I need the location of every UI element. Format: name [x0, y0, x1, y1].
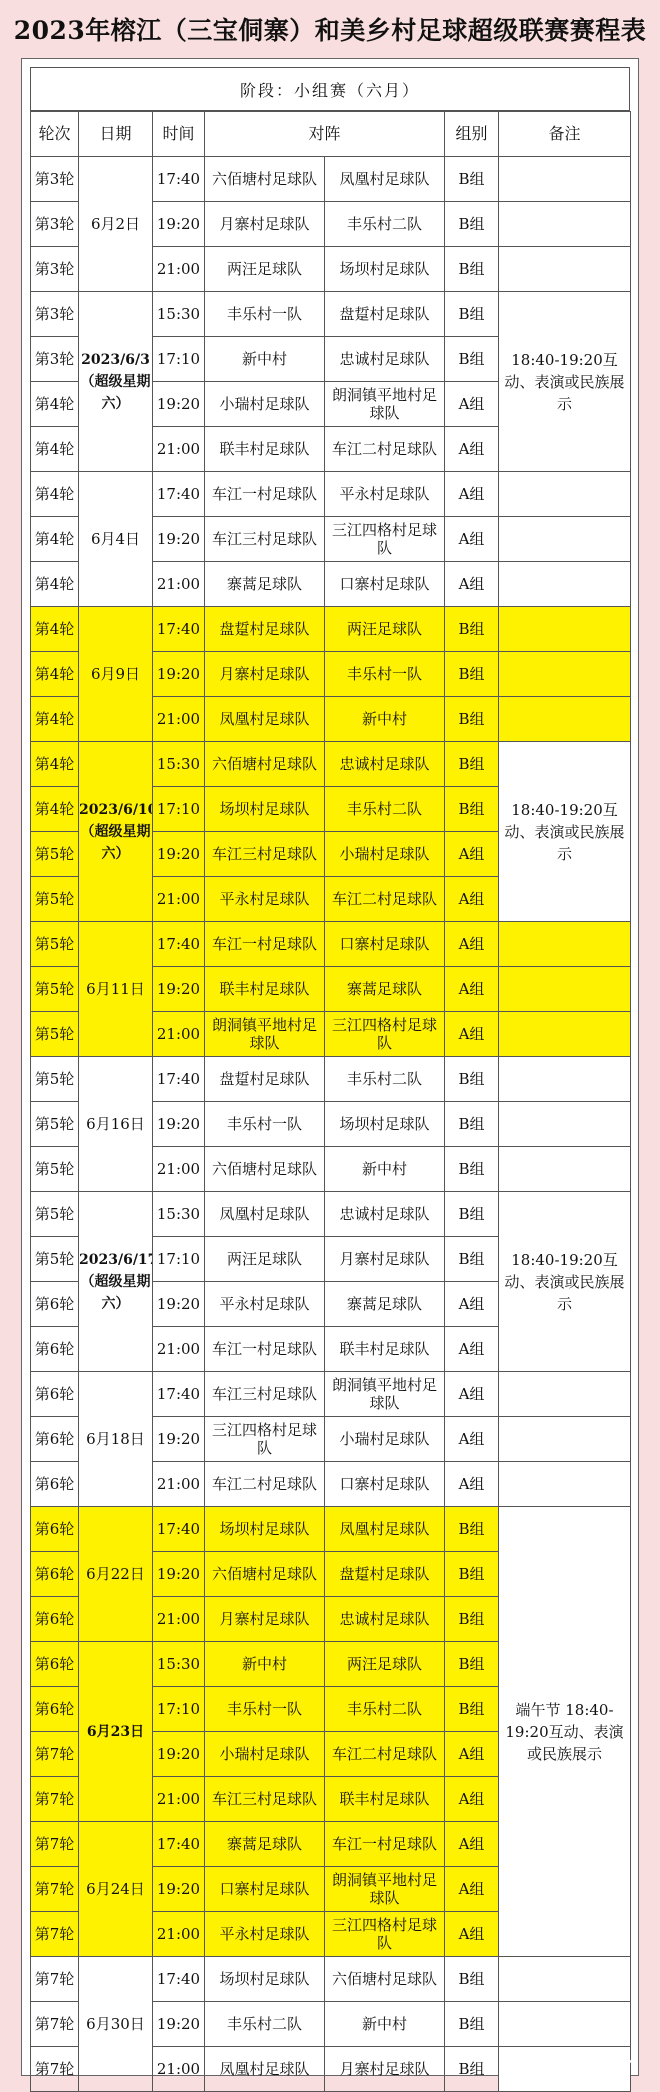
notes-cell-empty — [499, 922, 631, 967]
group-cell: A组 — [445, 427, 499, 472]
round-cell: 第4轮 — [31, 787, 79, 832]
home-team-cell: 联丰村足球队 — [205, 967, 325, 1012]
group-cell: A组 — [445, 1012, 499, 1057]
away-team-cell: 盘踅村足球队 — [325, 292, 445, 337]
header-group: 组别 — [445, 112, 499, 157]
home-team-cell: 月寨村足球队 — [205, 202, 325, 247]
away-team-cell: 丰乐村二队 — [325, 1687, 445, 1732]
group-cell: B组 — [445, 607, 499, 652]
away-team-cell: 车江一村足球队 — [325, 1822, 445, 1867]
away-team-cell: 月寨村足球队 — [325, 2047, 445, 2092]
group-cell: B组 — [445, 292, 499, 337]
round-cell: 第6轮 — [31, 1372, 79, 1417]
away-team-cell: 忠诚村足球队 — [325, 1597, 445, 1642]
group-cell: B组 — [445, 1237, 499, 1282]
group-cell: A组 — [445, 1867, 499, 1912]
notes-cell-empty — [499, 652, 631, 697]
round-cell: 第3轮 — [31, 157, 79, 202]
home-team-cell: 场坝村足球队 — [205, 787, 325, 832]
date-cell: 6月30日 — [79, 1957, 153, 2092]
home-team-cell: 丰乐村一队 — [205, 292, 325, 337]
time-cell: 19:20 — [153, 1552, 205, 1597]
round-cell: 第4轮 — [31, 472, 79, 517]
home-team-cell: 六佰塘村足球队 — [205, 1552, 325, 1597]
group-cell: B组 — [445, 742, 499, 787]
away-team-cell: 两汪足球队 — [325, 607, 445, 652]
notes-cell-empty — [499, 1957, 631, 2002]
home-team-cell: 车江二村足球队 — [205, 1462, 325, 1507]
round-cell: 第7轮 — [31, 2002, 79, 2047]
home-team-cell: 平永村足球队 — [205, 1912, 325, 1957]
home-team-cell: 六佰塘村足球队 — [205, 157, 325, 202]
group-cell: B组 — [445, 1642, 499, 1687]
home-team-cell: 场坝村足球队 — [205, 1957, 325, 2002]
home-team-cell: 联丰村足球队 — [205, 427, 325, 472]
home-team-cell: 凤凰村足球队 — [205, 2047, 325, 2092]
group-cell: B组 — [445, 1957, 499, 2002]
home-team-cell: 车江一村足球队 — [205, 1327, 325, 1372]
home-team-cell: 车江三村足球队 — [205, 517, 325, 562]
home-team-cell: 车江三村足球队 — [205, 832, 325, 877]
notes-cell-empty — [499, 247, 631, 292]
time-cell: 17:40 — [153, 1957, 205, 2002]
away-team-cell: 口寨村足球队 — [325, 922, 445, 967]
round-cell: 第7轮 — [31, 1822, 79, 1867]
notes-cell-empty — [499, 607, 631, 652]
notes-cell: 端午节 18:40-19:20互动、表演或民族展示 — [499, 1507, 631, 1957]
away-team-cell: 小瑞村足球队 — [325, 832, 445, 877]
home-team-cell: 寨蒿足球队 — [205, 1822, 325, 1867]
time-cell: 19:20 — [153, 652, 205, 697]
time-cell: 15:30 — [153, 742, 205, 787]
round-cell: 第4轮 — [31, 382, 79, 427]
group-cell: B组 — [445, 157, 499, 202]
notes-cell-empty — [499, 1417, 631, 1462]
home-team-cell: 朗洞镇平地村足球队 — [205, 1012, 325, 1057]
notes-cell: 18:40-19:20互动、表演或民族展示 — [499, 742, 631, 922]
group-cell: A组 — [445, 1327, 499, 1372]
away-team-cell: 六佰塘村足球队 — [325, 1957, 445, 2002]
round-cell: 第6轮 — [31, 1597, 79, 1642]
home-team-cell: 凤凰村足球队 — [205, 1192, 325, 1237]
time-cell: 15:30 — [153, 1192, 205, 1237]
round-cell: 第4轮 — [31, 697, 79, 742]
time-cell: 21:00 — [153, 247, 205, 292]
round-cell: 第7轮 — [31, 1912, 79, 1957]
date-cell: 6月9日 — [79, 607, 153, 742]
header-match: 对阵 — [205, 112, 445, 157]
table-row — [31, 1372, 631, 1417]
notes-cell-empty — [499, 1012, 631, 1057]
group-cell: A组 — [445, 1372, 499, 1417]
away-team-cell: 朗洞镇平地村足球队 — [325, 1372, 445, 1417]
round-cell: 第5轮 — [31, 967, 79, 1012]
group-cell: A组 — [445, 1282, 499, 1327]
time-cell: 21:00 — [153, 1912, 205, 1957]
date-cell: 6月4日 — [79, 472, 153, 607]
time-cell: 17:40 — [153, 472, 205, 517]
home-team-cell: 车江一村足球队 — [205, 472, 325, 517]
time-cell: 17:10 — [153, 1687, 205, 1732]
date-cell: 6月2日 — [79, 157, 153, 292]
table-row — [31, 742, 631, 787]
table-row — [31, 157, 631, 202]
round-cell: 第7轮 — [31, 1957, 79, 2002]
round-cell: 第4轮 — [31, 652, 79, 697]
notes-cell-empty — [499, 472, 631, 517]
home-team-cell: 六佰塘村足球队 — [205, 1147, 325, 1192]
round-cell: 第7轮 — [31, 1867, 79, 1912]
time-cell: 21:00 — [153, 2047, 205, 2092]
date-cell: 6月16日 — [79, 1057, 153, 1192]
group-cell: B组 — [445, 202, 499, 247]
time-cell: 21:00 — [153, 1012, 205, 1057]
round-cell: 第7轮 — [31, 1777, 79, 1822]
time-cell: 17:40 — [153, 1372, 205, 1417]
date-cell: 6月11日 — [79, 922, 153, 1057]
group-cell: B组 — [445, 337, 499, 382]
home-team-cell: 车江一村足球队 — [205, 922, 325, 967]
away-team-cell: 丰乐村一队 — [325, 652, 445, 697]
date-cell: 2023/6/17（超级星期六） — [79, 1192, 153, 1372]
group-cell: B组 — [445, 697, 499, 742]
table-row — [31, 292, 631, 337]
time-cell: 17:40 — [153, 607, 205, 652]
time-cell: 21:00 — [153, 562, 205, 607]
time-cell: 21:00 — [153, 1462, 205, 1507]
time-cell: 21:00 — [153, 427, 205, 472]
round-cell: 第5轮 — [31, 922, 79, 967]
group-cell: A组 — [445, 1417, 499, 1462]
date-cell: 6月18日 — [79, 1372, 153, 1507]
group-cell: B组 — [445, 1597, 499, 1642]
date-cell: 6月23日 — [79, 1642, 153, 1822]
home-team-cell: 小瑞村足球队 — [205, 382, 325, 427]
group-cell: A组 — [445, 472, 499, 517]
away-team-cell: 联丰村足球队 — [325, 1327, 445, 1372]
home-team-cell: 两汪足球队 — [205, 1237, 325, 1282]
table-row — [31, 1057, 631, 1102]
away-team-cell: 新中村 — [325, 2002, 445, 2047]
round-cell: 第5轮 — [31, 832, 79, 877]
time-cell: 19:20 — [153, 1102, 205, 1147]
time-cell: 17:10 — [153, 337, 205, 382]
home-team-cell: 寨蒿足球队 — [205, 562, 325, 607]
home-team-cell: 三江四格村足球队 — [205, 1417, 325, 1462]
time-cell: 19:20 — [153, 202, 205, 247]
stage-label: 阶段：小组赛（六月） — [30, 67, 630, 111]
home-team-cell: 小瑞村足球队 — [205, 1732, 325, 1777]
group-cell: A组 — [445, 562, 499, 607]
schedule-sheet — [21, 58, 639, 2076]
group-cell: A组 — [445, 382, 499, 427]
away-team-cell: 寨蒿足球队 — [325, 967, 445, 1012]
time-cell: 19:20 — [153, 1282, 205, 1327]
group-cell: B组 — [445, 1687, 499, 1732]
home-team-cell: 口寨村足球队 — [205, 1867, 325, 1912]
table-row — [31, 1192, 631, 1237]
table-row — [31, 607, 631, 652]
group-cell: B组 — [445, 1147, 499, 1192]
table-row — [31, 1957, 631, 2002]
away-team-cell: 忠诚村足球队 — [325, 337, 445, 382]
date-cell: 6月24日 — [79, 1822, 153, 1957]
group-cell: B组 — [445, 1192, 499, 1237]
away-team-cell: 新中村 — [325, 697, 445, 742]
time-cell: 15:30 — [153, 292, 205, 337]
round-cell: 第6轮 — [31, 1327, 79, 1372]
time-cell: 17:40 — [153, 922, 205, 967]
notes-cell-empty — [499, 2002, 631, 2047]
group-cell: A组 — [445, 1732, 499, 1777]
away-team-cell: 三江四格村足球队 — [325, 1912, 445, 1957]
time-cell: 17:10 — [153, 787, 205, 832]
group-cell: B组 — [445, 2047, 499, 2092]
away-team-cell: 忠诚村足球队 — [325, 1192, 445, 1237]
group-cell: B组 — [445, 247, 499, 292]
away-team-cell: 凤凰村足球队 — [325, 157, 445, 202]
away-team-cell: 联丰村足球队 — [325, 1777, 445, 1822]
away-team-cell: 两汪足球队 — [325, 1642, 445, 1687]
away-team-cell: 忠诚村足球队 — [325, 742, 445, 787]
away-team-cell: 月寨村足球队 — [325, 1237, 445, 1282]
round-cell: 第7轮 — [31, 2047, 79, 2092]
away-team-cell: 朗洞镇平地村足球队 — [325, 382, 445, 427]
round-cell: 第5轮 — [31, 1147, 79, 1192]
round-cell: 第3轮 — [31, 337, 79, 382]
group-cell: A组 — [445, 967, 499, 1012]
time-cell: 21:00 — [153, 877, 205, 922]
round-cell: 第5轮 — [31, 1057, 79, 1102]
away-team-cell: 车江二村足球队 — [325, 1732, 445, 1777]
time-cell: 19:20 — [153, 1867, 205, 1912]
table-row — [31, 922, 631, 967]
home-team-cell: 丰乐村一队 — [205, 1687, 325, 1732]
group-cell: A组 — [445, 832, 499, 877]
header-round: 轮次 — [31, 112, 79, 157]
table-row — [31, 472, 631, 517]
page-title: 2023年榕江（三宝侗寨）和美乡村足球超级联赛赛程表 — [0, 0, 660, 58]
notes-cell-empty — [499, 967, 631, 1012]
home-team-cell: 丰乐村二队 — [205, 2002, 325, 2047]
home-team-cell: 月寨村足球队 — [205, 652, 325, 697]
notes-cell-empty — [499, 1057, 631, 1102]
time-cell: 15:30 — [153, 1642, 205, 1687]
home-team-cell: 车江三村足球队 — [205, 1372, 325, 1417]
round-cell: 第3轮 — [31, 292, 79, 337]
round-cell: 第7轮 — [31, 1732, 79, 1777]
group-cell: A组 — [445, 877, 499, 922]
home-team-cell: 车江三村足球队 — [205, 1777, 325, 1822]
group-cell: B组 — [445, 787, 499, 832]
group-cell: B组 — [445, 1057, 499, 1102]
home-team-cell: 平永村足球队 — [205, 1282, 325, 1327]
notes-cell-empty — [499, 1147, 631, 1192]
group-cell: A组 — [445, 517, 499, 562]
away-team-cell: 丰乐村二队 — [325, 1057, 445, 1102]
time-cell: 17:10 — [153, 1237, 205, 1282]
header-date: 日期 — [79, 112, 153, 157]
away-team-cell: 场坝村足球队 — [325, 1102, 445, 1147]
group-cell: B组 — [445, 1102, 499, 1147]
notes-cell: 18:40-19:20互动、表演或民族展示 — [499, 292, 631, 472]
home-team-cell: 月寨村足球队 — [205, 1597, 325, 1642]
group-cell: B组 — [445, 2002, 499, 2047]
notes-cell-empty — [499, 697, 631, 742]
away-team-cell: 三江四格村足球队 — [325, 1012, 445, 1057]
away-team-cell: 口寨村足球队 — [325, 1462, 445, 1507]
away-team-cell: 三江四格村足球队 — [325, 517, 445, 562]
round-cell: 第5轮 — [31, 1237, 79, 1282]
away-team-cell: 凤凰村足球队 — [325, 1507, 445, 1552]
time-cell: 19:20 — [153, 1417, 205, 1462]
time-cell: 19:20 — [153, 1732, 205, 1777]
round-cell: 第5轮 — [31, 877, 79, 922]
round-cell: 第4轮 — [31, 427, 79, 472]
group-cell: B组 — [445, 652, 499, 697]
schedule-body — [31, 157, 631, 2092]
home-team-cell: 盘踅村足球队 — [205, 1057, 325, 1102]
schedule-table — [30, 111, 631, 2092]
notes-cell-empty — [499, 1462, 631, 1507]
home-team-cell: 丰乐村一队 — [205, 1102, 325, 1147]
home-team-cell: 场坝村足球队 — [205, 1507, 325, 1552]
home-team-cell: 两汪足球队 — [205, 247, 325, 292]
round-cell: 第4轮 — [31, 517, 79, 562]
round-cell: 第6轮 — [31, 1282, 79, 1327]
notes-cell: 18:40-19:20互动、表演或民族展示 — [499, 1192, 631, 1372]
time-cell: 19:20 — [153, 967, 205, 1012]
away-team-cell: 车江二村足球队 — [325, 877, 445, 922]
round-cell: 第6轮 — [31, 1417, 79, 1462]
time-cell: 19:20 — [153, 2002, 205, 2047]
time-cell: 21:00 — [153, 1777, 205, 1822]
round-cell: 第5轮 — [31, 1102, 79, 1147]
away-team-cell: 新中村 — [325, 1147, 445, 1192]
home-team-cell: 六佰塘村足球队 — [205, 742, 325, 787]
home-team-cell: 新中村 — [205, 1642, 325, 1687]
date-cell: 2023/6/10（超级星期六） — [79, 742, 153, 922]
away-team-cell: 口寨村足球队 — [325, 562, 445, 607]
notes-cell-empty — [499, 1372, 631, 1417]
time-cell: 19:20 — [153, 517, 205, 562]
home-team-cell: 盘踅村足球队 — [205, 607, 325, 652]
time-cell: 17:40 — [153, 1822, 205, 1867]
date-cell: 6月22日 — [79, 1507, 153, 1642]
home-team-cell: 新中村 — [205, 337, 325, 382]
header-time: 时间 — [153, 112, 205, 157]
round-cell: 第6轮 — [31, 1507, 79, 1552]
round-cell: 第6轮 — [31, 1642, 79, 1687]
away-team-cell: 小瑞村足球队 — [325, 1417, 445, 1462]
notes-cell-empty — [499, 562, 631, 607]
round-cell: 第6轮 — [31, 1687, 79, 1732]
round-cell: 第5轮 — [31, 1192, 79, 1237]
group-cell: A组 — [445, 922, 499, 967]
group-cell: A组 — [445, 1912, 499, 1957]
group-cell: A组 — [445, 1462, 499, 1507]
round-cell: 第6轮 — [31, 1552, 79, 1597]
table-row — [31, 1507, 631, 1552]
time-cell: 17:40 — [153, 157, 205, 202]
time-cell: 17:40 — [153, 1507, 205, 1552]
group-cell: B组 — [445, 1507, 499, 1552]
round-cell: 第4轮 — [31, 607, 79, 652]
away-team-cell: 朗洞镇平地村足球队 — [325, 1867, 445, 1912]
time-cell: 19:20 — [153, 382, 205, 427]
home-team-cell: 平永村足球队 — [205, 877, 325, 922]
notes-cell-empty — [499, 157, 631, 202]
away-team-cell: 场坝村足球队 — [325, 247, 445, 292]
group-cell: B组 — [445, 1552, 499, 1597]
time-cell: 21:00 — [153, 1327, 205, 1372]
notes-cell-empty — [499, 517, 631, 562]
date-cell: 2023/6/3（超级星期六） — [79, 292, 153, 472]
group-cell: A组 — [445, 1777, 499, 1822]
time-cell: 21:00 — [153, 697, 205, 742]
time-cell: 17:40 — [153, 1057, 205, 1102]
round-cell: 第4轮 — [31, 562, 79, 607]
time-cell: 19:20 — [153, 832, 205, 877]
away-team-cell: 平永村足球队 — [325, 472, 445, 517]
away-team-cell: 盘踅村足球队 — [325, 1552, 445, 1597]
away-team-cell: 丰乐村二队 — [325, 202, 445, 247]
time-cell: 21:00 — [153, 1597, 205, 1642]
header-notes: 备注 — [499, 112, 631, 157]
round-cell: 第3轮 — [31, 247, 79, 292]
away-team-cell: 丰乐村二队 — [325, 787, 445, 832]
round-cell: 第6轮 — [31, 1462, 79, 1507]
round-cell: 第4轮 — [31, 742, 79, 787]
home-team-cell: 凤凰村足球队 — [205, 697, 325, 742]
away-team-cell: 寨蒿足球队 — [325, 1282, 445, 1327]
group-cell: A组 — [445, 1822, 499, 1867]
round-cell: 第3轮 — [31, 202, 79, 247]
notes-cell-empty — [499, 1102, 631, 1147]
table-header — [31, 112, 631, 157]
time-cell: 21:00 — [153, 1147, 205, 1192]
round-cell: 第5轮 — [31, 1012, 79, 1057]
away-team-cell: 车江二村足球队 — [325, 427, 445, 472]
watermark: gtx.com — [544, 2052, 638, 2076]
notes-cell-empty — [499, 202, 631, 247]
